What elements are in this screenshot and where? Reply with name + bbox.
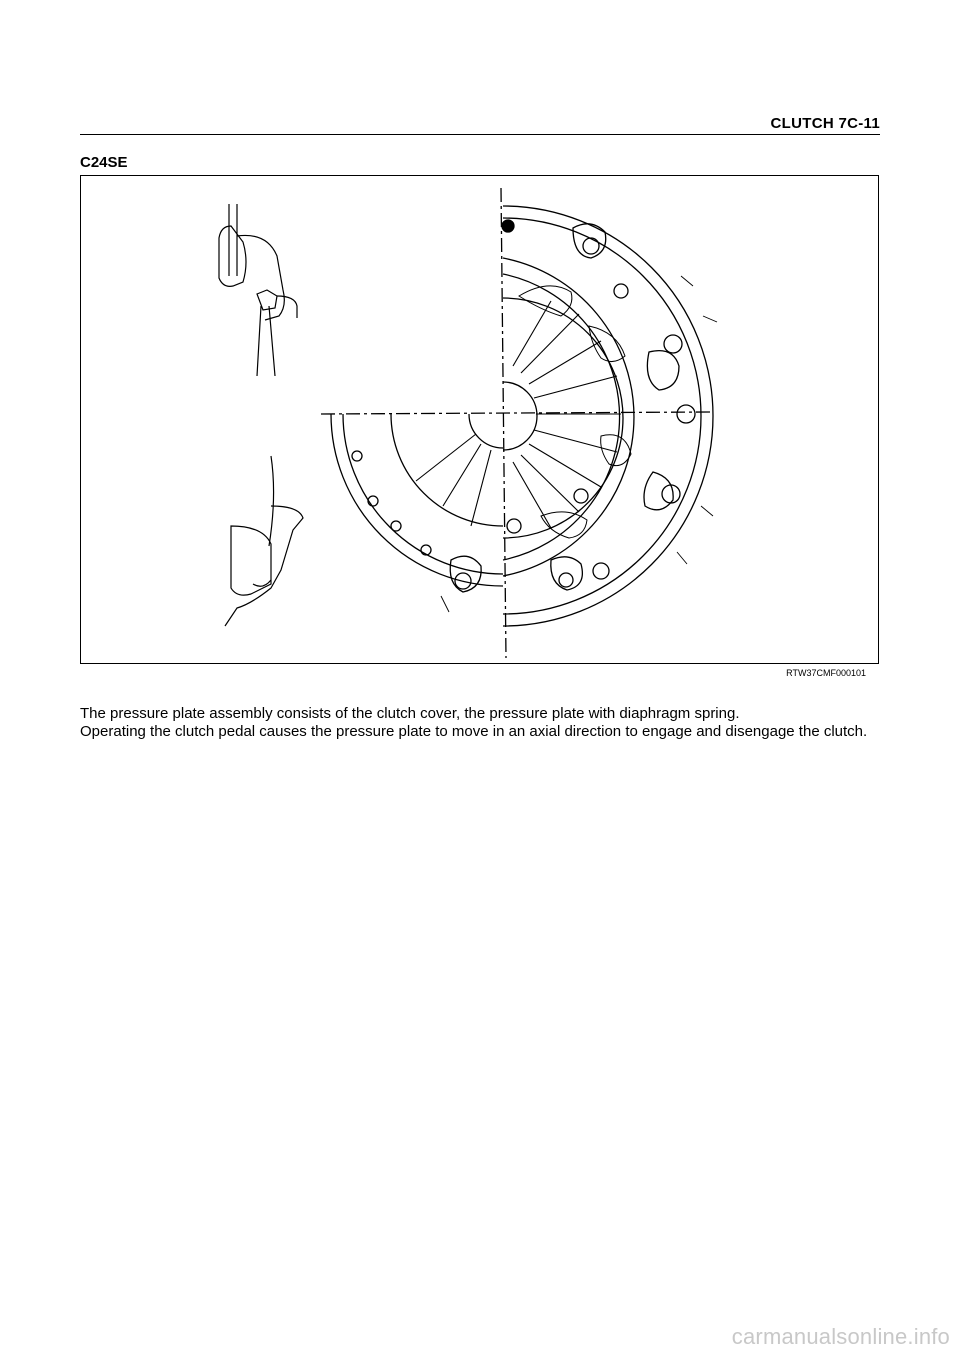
cover-outer-ring (503, 206, 713, 626)
paragraph-2: Operating the clutch pedal causes the pressure plate to move in an axial direction to engage and disengage the clutch. (80, 723, 868, 740)
cover-rim (503, 218, 701, 614)
section-view-lower (225, 456, 303, 626)
section-title: C24SE (80, 154, 128, 171)
page-header-title: CLUTCH 7C-11 (770, 115, 880, 132)
watermark: carmanualsonline.info (731, 1324, 950, 1349)
clutch-diagram-figure (80, 175, 879, 664)
clutch-pressure-plate-drawing (81, 176, 880, 665)
figure-code: RTW37CMF000101 (786, 668, 866, 678)
paragraph-1: The pressure plate assembly consists of the clutch cover, the pressure plate with diaphragm spring. (80, 705, 740, 722)
section-view-upper (219, 204, 297, 376)
horizontal-center-line (321, 412, 711, 414)
header-rule (80, 134, 880, 135)
diaphragm-outer-ring (503, 298, 623, 538)
pressure-plate-inner-ring (503, 274, 620, 560)
cover-lower-ring (331, 414, 503, 586)
bolt-holes (352, 220, 695, 589)
body-text (80, 705, 880, 741)
hub-lower-ring (469, 414, 503, 448)
hub-ring (503, 382, 537, 450)
